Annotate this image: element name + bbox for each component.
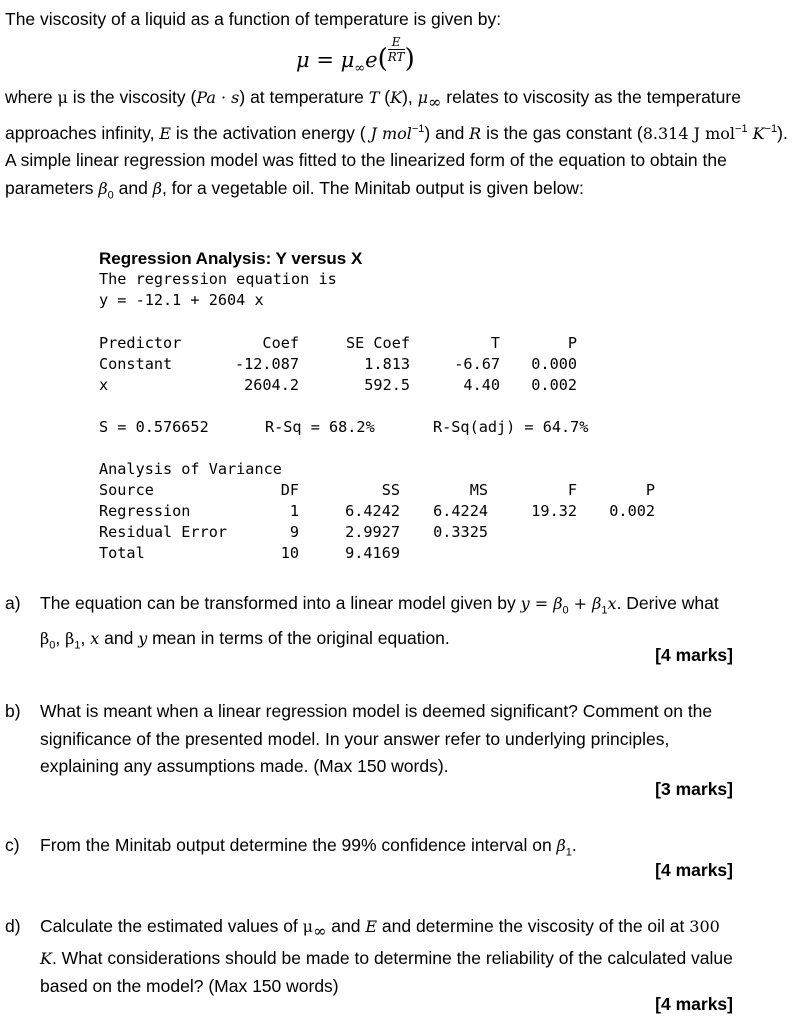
anova-regression-ss: 6.4242	[345, 502, 400, 520]
eq-equals: =	[316, 48, 334, 72]
anova-header-f: F	[567, 481, 577, 499]
question-c-label: c)	[5, 835, 20, 855]
anova-regression-f: 19.32	[531, 502, 577, 520]
regression-eq-line2: y = -12.1 + 2604 x	[99, 291, 264, 309]
question-b-marks: [3 marks]	[655, 779, 733, 799]
anova-header-ss: SS	[381, 481, 400, 499]
anova-total-source: Total	[99, 544, 145, 562]
anova-residual-source: Residual Error	[99, 523, 228, 541]
coef-row-constant-p: 0.000	[531, 355, 577, 373]
regression-title: Regression Analysis: Y versus X	[99, 249, 363, 268]
question-d	[5, 913, 735, 1000]
anova-total-df: 10	[280, 544, 299, 562]
coef-header-coef: Coef	[262, 334, 299, 352]
coef-row-x-name: x	[99, 376, 109, 394]
anova-regression-p: 0.002	[609, 502, 655, 520]
anova-header-p: P	[645, 481, 655, 499]
eq-mu-inf: μ	[340, 48, 355, 72]
coef-row-constant-t: -6.67	[454, 355, 500, 373]
coef-row-x-se: 592.5	[364, 376, 410, 394]
question-b-label: b)	[5, 701, 21, 721]
regression-eq-line1: The regression equation is	[99, 270, 337, 288]
question-c-marks: [4 marks]	[655, 860, 733, 880]
question-d-text: Calculate the estimated values of $\mu_\infty$ and E and determine the viscosity of the oil at 300 K. What considerations should be made to determine the reliability of the calculated value based on the model? (Max 150 words)	[40, 916, 733, 996]
anova-regression-ms: 6.4224	[433, 502, 488, 520]
anova-header-source: Source	[99, 481, 154, 499]
question-d-label: d)	[5, 916, 21, 936]
question-d-marks: [4 marks]	[655, 994, 733, 1014]
model-s: S = 0.576652	[99, 418, 209, 436]
description-paragraph: where μ is the viscosity (Pa · s) at temperature T (K), $\mu_\infty$ relates to viscosity as the temperature approaches infinity, E is the activation energy ( J mol$^{-1}$) and R is the gas constant (8.314 J mol$^{-1}$ $K^{-1}$). A simple linear regression model was fitted to the linearized form of the equation to obtain the parameters $\beta_0$ and β, for a vegetable oil. The Minitab output is given below:	[5, 87, 788, 202]
question-b	[5, 698, 735, 781]
anova-header-ms: MS	[469, 481, 488, 499]
anova-residual-df: 9	[289, 523, 299, 541]
anova-residual-ms: 0.3325	[433, 523, 488, 541]
eq-mu-inf-sub: ∞	[354, 61, 366, 77]
anova-regression-source: Regression	[99, 502, 191, 520]
anova-residual-ss: 2.9927	[345, 523, 400, 541]
coef-header-p: P	[567, 334, 577, 352]
model-rsq: R-Sq = 68.2%	[265, 418, 375, 436]
eq-exponent-fraction	[388, 36, 405, 64]
coef-row-x-coef: 2604.2	[244, 376, 299, 394]
coef-row-constant-se: 1.813	[364, 355, 410, 373]
coef-header-secoef: SE Coef	[345, 334, 410, 352]
eq-frac-num: E	[391, 35, 401, 49]
intro-text: The viscosity of a liquid as a function of temperature is given by:	[5, 9, 502, 29]
anova-header-df: DF	[280, 481, 299, 499]
question-a	[5, 590, 735, 660]
coef-row-x-t: 4.40	[463, 376, 500, 394]
coef-row-constant-coef: -12.087	[234, 355, 299, 373]
coef-header-predictor: Predictor	[99, 334, 182, 352]
question-c	[5, 832, 735, 867]
question-a-marks: [4 marks]	[655, 645, 733, 665]
anova-title: Analysis of Variance	[99, 460, 282, 478]
coef-header-t: T	[490, 334, 500, 352]
coef-row-constant-name: Constant	[99, 355, 173, 373]
question-b-text: What is meant when a linear regression model is deemed significant? Comment on the significance of the presented model. In your answer refer to underlying principles, explaining any assumptions made. (Max 150 words).	[40, 701, 713, 776]
question-a-label: a)	[5, 593, 21, 613]
eq-mu: μ	[296, 48, 310, 72]
question-a-text: The equation can be transformed into a linear model given by $y = \beta_0 + \beta_1x$. Derive what $\beta_0$, $\beta_1$, x and y mean in terms of the original equation.	[40, 593, 719, 652]
question-c-text: From the Minitab output determine the 99% confidence interval on $\beta_1$.	[40, 835, 577, 859]
coef-row-x-p: 0.002	[531, 376, 577, 394]
anova-total-ss: 9.4169	[345, 544, 400, 562]
model-rsq-adj: R-Sq(adj) = 64.7%	[433, 418, 589, 436]
viscosity-equation: $\mu = \mu_\infty e$( $\frac{E}{RT}$ )	[296, 35, 415, 77]
anova-regression-df: 1	[289, 502, 299, 520]
eq-exp-base: e	[365, 48, 378, 72]
eq-frac-den: RT	[387, 50, 405, 64]
